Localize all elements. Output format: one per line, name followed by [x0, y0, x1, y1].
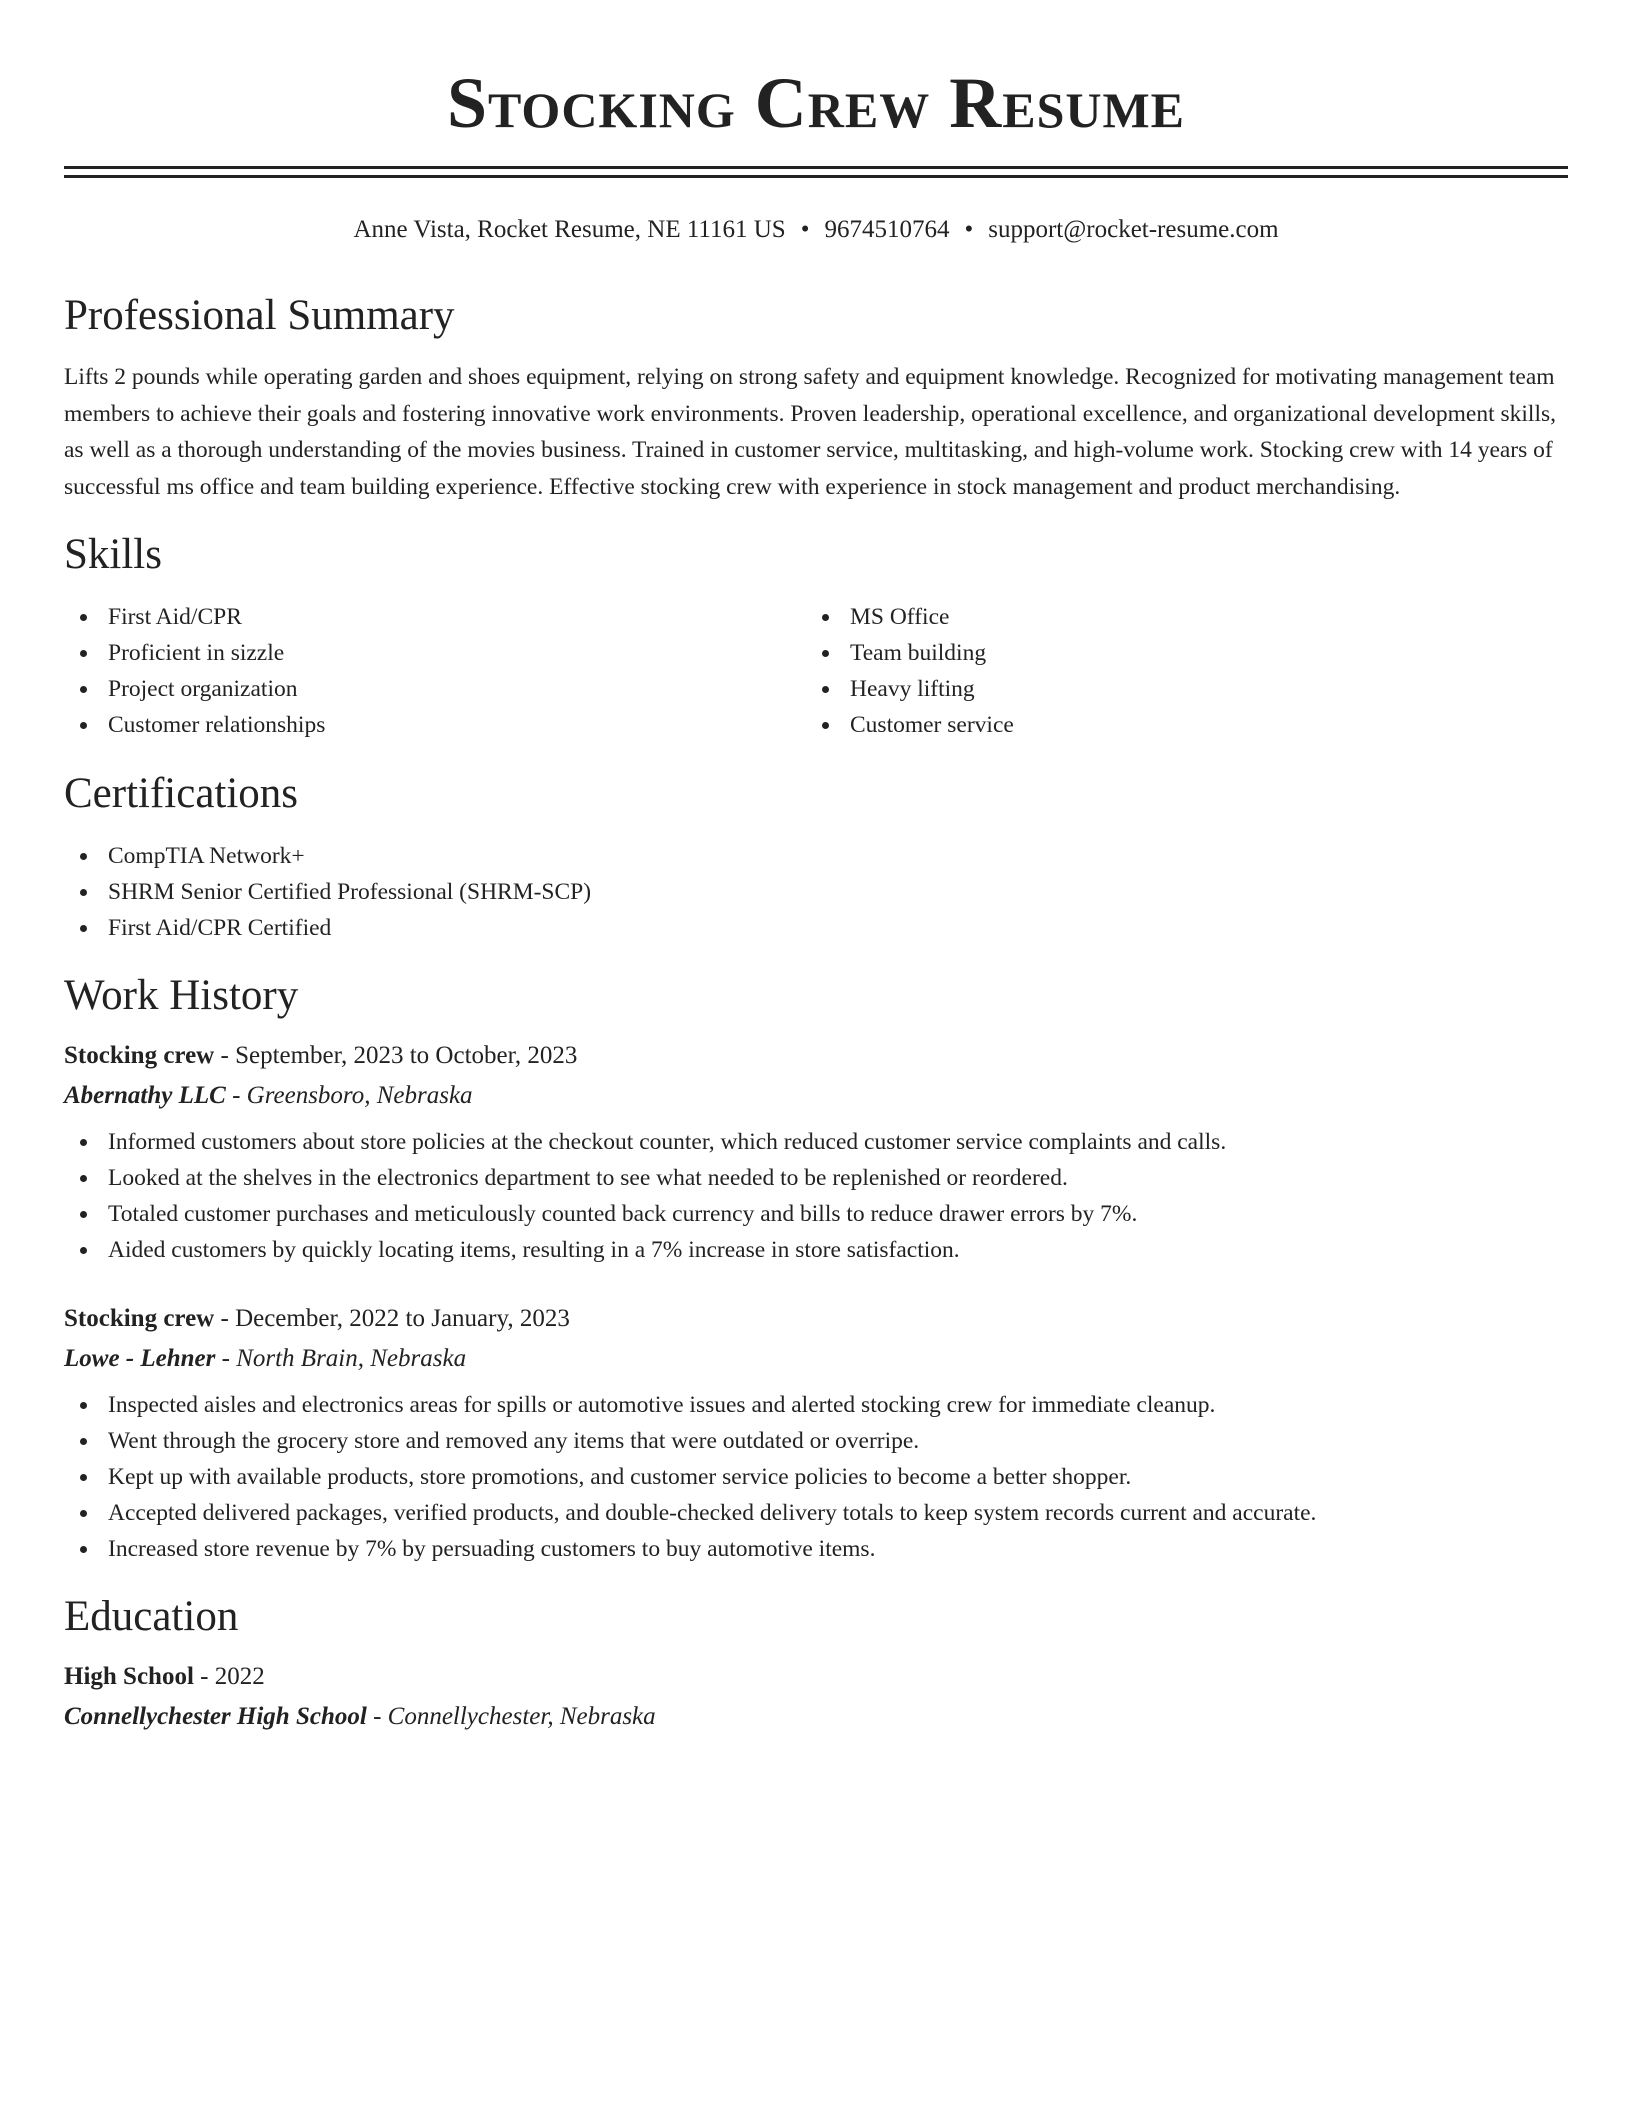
summary-text: Lifts 2 pounds while operating garden and shoes equipment, relying on strong safety and equipment knowledge. Recognized for motivating management team members to achieve their goals and fostering innovative work environments. Proven leadership, operational excellence, and organizational development skills, as well as a thorough understanding of the movies business. Trained in customer service, multitasking, and high-volume work. Stocking crew with 14 years of successful ms office and team building experience. Effective stocking crew with experience in stock management and product merchandising.: [64, 364, 1557, 500]
resume-title: Stocking Crew Resume: [446, 63, 1186, 143]
work-history-heading: Work History: [64, 972, 299, 1019]
job-bullet: Totaled customer purchases and meticulously counted back currency and bills to reduce drawer errors by 7%.: [64, 1196, 1568, 1232]
certifications-heading: Certifications: [64, 770, 299, 817]
skill-item: Customer service: [806, 707, 1548, 743]
dash: -: [220, 1305, 229, 1332]
education-school-line: [64, 1701, 1568, 1733]
skill-item: Heavy lifting: [806, 671, 1548, 707]
job-bullet: Inspected aisles and electronics areas for spills or automotive issues and alerted stocking crew for immediate cleanup.: [64, 1387, 1568, 1423]
job-entry: [64, 1303, 1568, 1567]
skill-item: First Aid/CPR: [64, 599, 806, 635]
skill-item: MS Office: [806, 599, 1548, 635]
job-dates: September, 2023 to October, 2023: [235, 1042, 578, 1069]
job-location: Greensboro, Nebraska: [246, 1082, 473, 1109]
dash: -: [373, 1703, 382, 1730]
dash: -: [232, 1082, 241, 1109]
rule-line-bottom: [64, 175, 1568, 178]
job-company: Abernathy LLC: [64, 1082, 226, 1109]
skill-item: Project organization: [64, 671, 806, 707]
job-bullet: Informed customers about store policies at the checkout counter, which reduced customer service complaints and calls.: [64, 1124, 1568, 1160]
job-bullet: Went through the grocery store and removed any items that were outdated or overripe.: [64, 1423, 1568, 1459]
skills-list: [64, 599, 1568, 743]
job-title: Stocking crew: [64, 1305, 215, 1332]
job-location: North Brain, Nebraska: [236, 1345, 467, 1372]
job-entry: [64, 1040, 1568, 1268]
skills-heading: Skills: [64, 531, 162, 578]
dash: -: [221, 1345, 230, 1372]
summary-heading: Professional Summary: [64, 292, 455, 339]
certifications-list: [64, 838, 1568, 946]
skills-column-left: [64, 599, 806, 743]
job-title-line: [64, 1303, 1568, 1335]
certification-item: SHRM Senior Certified Professional (SHRM-SCP): [64, 874, 1568, 910]
skill-item: Proficient in sizzle: [64, 635, 806, 671]
education-heading: Education: [64, 1593, 239, 1640]
certification-item: First Aid/CPR Certified: [64, 910, 1568, 946]
education-year: 2022: [214, 1663, 265, 1690]
dash: -: [220, 1042, 229, 1069]
contact-separator: •: [800, 216, 810, 243]
contact-separator: •: [964, 216, 974, 243]
job-bullet: Aided customers by quickly locating items, resulting in a 7% increase in store satisfaction.: [64, 1232, 1568, 1268]
job-title: Stocking crew: [64, 1042, 215, 1069]
contact-address: Anne Vista, Rocket Resume, NE 11161 US: [353, 216, 786, 243]
contact-email: support@rocket-resume.com: [988, 216, 1279, 243]
contact-phone: 9674510764: [824, 216, 950, 243]
education-school: Connellychester High School: [64, 1703, 367, 1730]
education-location: Connellychester, Nebraska: [387, 1703, 656, 1730]
job-bullet: Looked at the shelves in the electronics department to see what needed to be replenished or reordered.: [64, 1160, 1568, 1196]
job-dates: December, 2022 to January, 2023: [235, 1305, 570, 1332]
job-bullet: Increased store revenue by 7% by persuading customers to buy automotive items.: [64, 1531, 1568, 1567]
job-company-line: [64, 1080, 1568, 1112]
job-title-line: [64, 1040, 1568, 1072]
job-company-line: [64, 1343, 1568, 1375]
job-bullets: [64, 1124, 1568, 1268]
job-bullet: Accepted delivered packages, verified products, and double-checked delivery totals to keep system records current and accurate.: [64, 1495, 1568, 1531]
skill-item: Team building: [806, 635, 1548, 671]
skills-column-right: [806, 599, 1548, 743]
certification-item: CompTIA Network+: [64, 838, 1568, 874]
title-double-rule: [64, 166, 1568, 178]
skill-item: Customer relationships: [64, 707, 806, 743]
job-company: Lowe - Lehner: [64, 1345, 216, 1372]
job-bullet: Kept up with available products, store promotions, and customer service policies to become a better shopper.: [64, 1459, 1568, 1495]
contact-line: [64, 214, 1568, 246]
dash: -: [200, 1663, 209, 1690]
education-degree: High School: [64, 1663, 194, 1690]
job-bullets: [64, 1387, 1568, 1567]
education-degree-line: [64, 1661, 1568, 1693]
